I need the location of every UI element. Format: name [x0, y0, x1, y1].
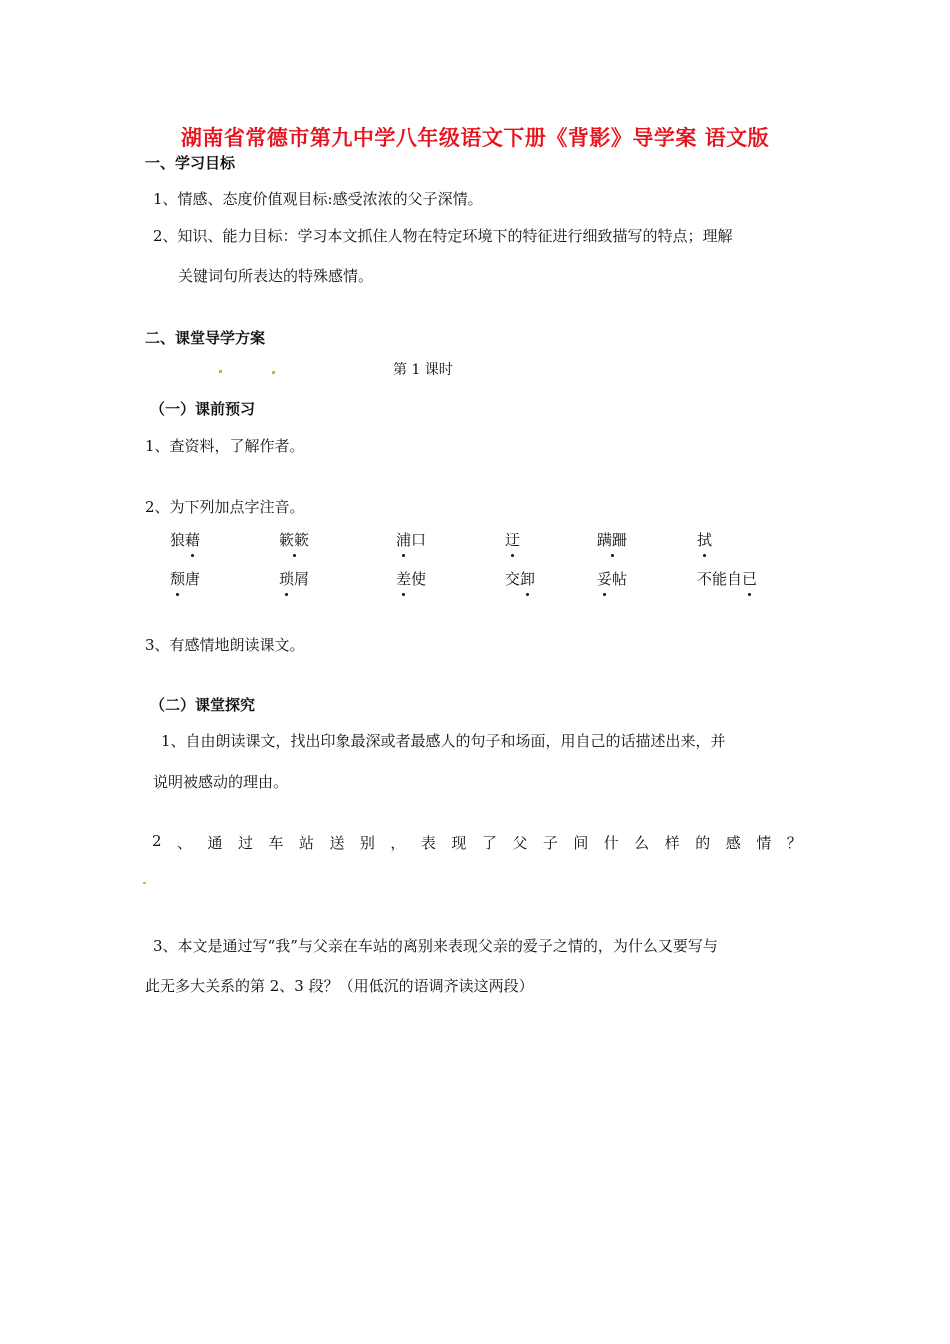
word-row2-6: 不能自已 — [697, 570, 758, 588]
subsection-2-heading: （二）课堂探究 — [150, 696, 256, 714]
word-row2-1: 颓唐 — [170, 570, 201, 588]
preview-q2: 2、为下列加点字注音。 — [145, 498, 305, 516]
subsection-1-heading: （一）课前预习 — [150, 400, 256, 418]
preview-q1: 1、查资料，了解作者。 — [145, 437, 305, 455]
explore-q3-line-1: 3、本文是通过写“我”与父亲在车站的离别来表现父亲的爱子之情的，为什么又要写与 — [153, 937, 718, 955]
objective-1: 1、情感、态度价值观目标:感受浓浓的父子深情。 — [153, 190, 483, 208]
class-period: 第 1 课时 — [393, 362, 453, 378]
word-row1-5: 蹒跚 — [597, 531, 628, 549]
word-row1-1: 狼藉 — [170, 531, 201, 549]
word-row2-3: 差使 — [396, 570, 427, 588]
section-2-heading: 二、课堂导学方案 — [145, 329, 266, 347]
explore-q3-line-2: 此无多大关系的第 2、3 段？（用低沉的语调齐读这两段） — [145, 977, 534, 995]
explore-q2: 2 、 通 过 车 站 送 别 ， 表 现 了 父 子 间 什 么 样 的 感 情 ？ — [152, 832, 802, 852]
word-row1-2: 簌簌 — [279, 531, 310, 549]
preview-q3: 3、有感情地朗读课文。 — [145, 636, 305, 654]
word-row1-3: 浦口 — [396, 531, 427, 549]
objective-2-line-1: 2、知识、能力目标：学习本文抓住人物在特定环境下的特征进行细致描写的特点；理解 — [153, 227, 733, 245]
speck-mark — [219, 370, 222, 373]
speck-mark — [143, 882, 146, 884]
document-title: 湖南省常德市第九中学八年级语文下册《背影》导学案 语文版 — [180, 126, 770, 150]
explore-q1-line-1: 1、自由朗读课文，找出印象最深或者最感人的句子和场面，用自己的话描述出来，并 — [161, 732, 726, 750]
word-row2-4: 交卸 — [505, 570, 536, 588]
objective-2-line-2: 关键词句所表达的特殊感情。 — [178, 267, 374, 285]
section-1-heading: 一、学习目标 — [145, 154, 236, 172]
word-row2-2: 琐屑 — [279, 570, 310, 588]
explore-q1-line-2: 说明被感动的理由。 — [153, 773, 289, 791]
speck-mark — [272, 371, 275, 374]
word-row2-5: 妥帖 — [597, 570, 628, 588]
word-row1-4: 迂 — [505, 531, 521, 549]
word-row1-6: 拭 — [697, 531, 713, 549]
